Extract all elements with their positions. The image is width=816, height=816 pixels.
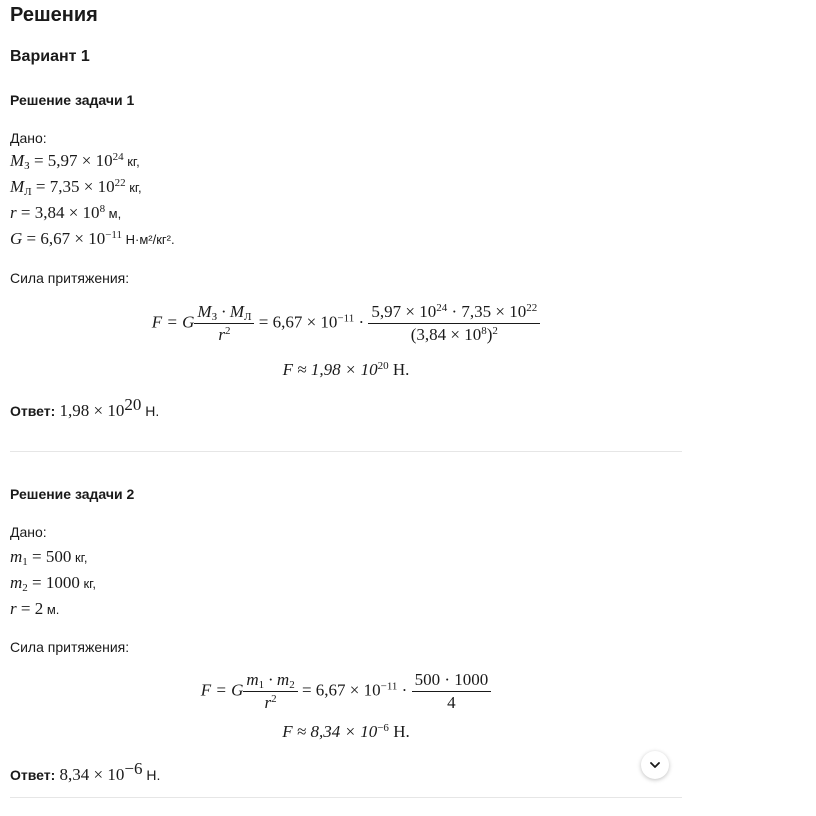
problem1-heading: Решение задачи 1 <box>10 92 135 108</box>
scroll-down-button[interactable] <box>641 751 669 779</box>
problem2-given-label: Дано: <box>10 524 47 540</box>
problem2-force-label: Сила притяжения: <box>10 639 130 655</box>
given-row: $M_Л = 7,35 \times 10^{22}$ кг, <box>10 177 142 198</box>
problem1-answer: Ответ: $1,98 \times 10^{20}$ Н. <box>10 395 160 420</box>
chevron-down-icon <box>648 758 662 772</box>
problem2-result: $F \approx 8,34 \times 10^{-6}$ Н. <box>282 722 410 741</box>
problem2-answer: Ответ: $8,34 \times 10^{-6}$ Н. <box>10 759 161 784</box>
page-title: Решения <box>10 4 98 26</box>
problem2-heading: Решение задачи 2 <box>10 486 135 502</box>
problem1-force-label: Сила притяжения: <box>10 270 130 286</box>
problem2-formula: F = G $\frac{m_1 \cdot m_2}{r^2}$ = $6,67 \times 10^{-11}$ · $\frac{500 \cdot 1000}{4}$ <box>10 670 682 713</box>
problem1-given-label: Дано: <box>10 130 47 146</box>
given-row: $r = 3,84 \times 10^8$ м, <box>10 203 122 222</box>
given-row: $m_2 = 1000$ кг, <box>10 573 96 594</box>
section-divider <box>10 797 682 798</box>
given-row: r = 2 м. <box>10 599 60 618</box>
given-row: $M_З = 5,97 \times 10^{24}$ кг, <box>10 151 140 172</box>
given-row: $m_1 = 500$ кг, <box>10 547 88 568</box>
problem1-result: $F \approx 1,98 \times 10^{20}$ Н. <box>282 360 410 379</box>
given-row: $G = 6,67 \times 10^{-11}$ Н·м²/кг². <box>10 229 175 248</box>
section-divider <box>10 451 682 452</box>
variant-heading: Вариант 1 <box>10 48 90 65</box>
problem1-formula: F = G $\frac{M_З \cdot M_Л}{r^2}$ = $6,67 \times 10^{-11}$ · $\frac{5,97 \times 10^{24} \cdot 7,35 \times 10^{22}}{(3,84 \times 10^8)^2}$ <box>10 302 682 345</box>
